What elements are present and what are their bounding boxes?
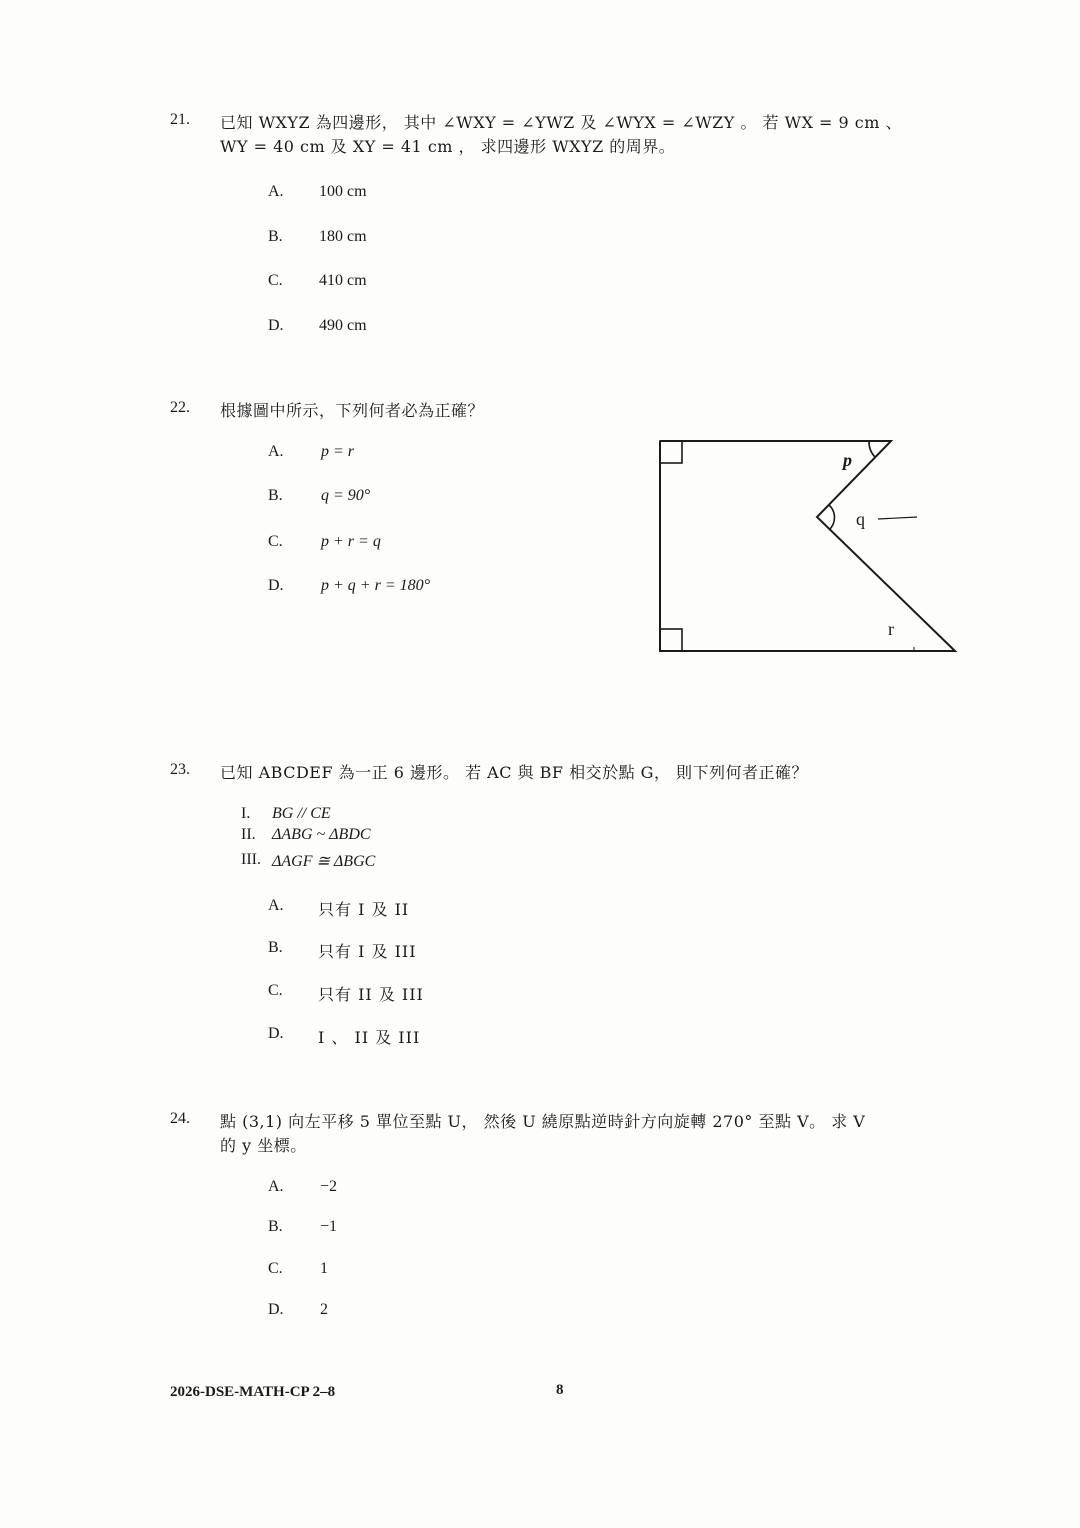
option-letter: A. bbox=[268, 1178, 284, 1195]
question-stem-line2: 的 y 坐標。 bbox=[220, 1136, 307, 1155]
statement-number: III. bbox=[241, 851, 261, 868]
right-angle-mark-top bbox=[660, 441, 682, 463]
option-text: 490 cm bbox=[319, 317, 367, 334]
statement-text: BG // CE bbox=[272, 805, 331, 822]
figure-outline bbox=[660, 441, 955, 651]
statement-number: II. bbox=[241, 826, 256, 843]
angle-arc-p bbox=[869, 441, 875, 457]
option-text: 只有 I 及 II bbox=[318, 900, 410, 919]
question-stem-line2: WY = 40 cm 及 XY = 41 cm ， 求四邊形 WXYZ 的周界。 bbox=[220, 137, 676, 156]
geometry-figure bbox=[640, 425, 980, 670]
option-letter: B. bbox=[268, 487, 283, 504]
option-text: −1 bbox=[320, 1218, 338, 1235]
option-letter: A. bbox=[268, 897, 284, 914]
option-letter: B. bbox=[268, 228, 283, 245]
option-letter: C. bbox=[268, 982, 283, 999]
statement-number: I. bbox=[241, 805, 251, 822]
option-letter: D. bbox=[268, 1025, 284, 1042]
option-text: 只有 II 及 III bbox=[318, 985, 424, 1004]
option-text: −2 bbox=[320, 1178, 338, 1195]
option-text: I 、 II 及 III bbox=[318, 1028, 421, 1047]
option-text: 1 bbox=[320, 1260, 328, 1277]
option-letter: C. bbox=[268, 272, 283, 289]
option-text: 180 cm bbox=[319, 228, 367, 245]
question-stem-line1: 根據圖中所示，下列何者必為正確？ bbox=[220, 401, 485, 420]
option-text: 只有 I 及 III bbox=[318, 942, 417, 961]
option-letter: B. bbox=[268, 1218, 283, 1235]
question-stem-line1: 已知 WXYZ 為四邊形， 其中 ∠WXY = ∠YWZ 及 ∠WYX = ∠WZY 。 若 WX = 9 cm 、 bbox=[220, 113, 903, 132]
question-number: 21. bbox=[170, 111, 190, 128]
question-stem-line1: 已知 ABCDEF 為一正 6 邊形。 若 AC 與 BF 相交於點 G， 則下列何者正確？ bbox=[220, 763, 809, 782]
option-letter: A. bbox=[268, 443, 284, 460]
option-letter: A. bbox=[268, 183, 284, 200]
option-letter: B. bbox=[268, 939, 283, 956]
option-text: 100 cm bbox=[319, 183, 367, 200]
exam-code: 2026-DSE-MATH-CP 2–8 bbox=[170, 1384, 336, 1400]
option-letter: D. bbox=[268, 1301, 284, 1318]
option-text: p + q + r = 180° bbox=[321, 577, 431, 594]
angle-arc-q bbox=[829, 505, 834, 530]
stray-line bbox=[878, 517, 917, 519]
label-q: q bbox=[856, 509, 865, 529]
option-text: 410 cm bbox=[319, 272, 367, 289]
option-text: q = 90° bbox=[321, 487, 371, 504]
page-number: 8 bbox=[556, 1382, 564, 1398]
option-text: 2 bbox=[320, 1301, 328, 1318]
question-number: 23. bbox=[170, 761, 190, 778]
label-p: p bbox=[843, 450, 852, 470]
option-letter: C. bbox=[268, 533, 283, 550]
option-text: p + r = q bbox=[321, 533, 381, 550]
option-letter: D. bbox=[268, 577, 284, 594]
option-letter: C. bbox=[268, 1260, 283, 1277]
question-stem-line1: 點 (3,1) 向左平移 5 單位至點 U， 然後 U 繞原點逆時針方向旋轉 270° 至點 V。 求 V bbox=[220, 1112, 866, 1131]
right-angle-mark-bottom bbox=[660, 629, 682, 651]
option-letter: D. bbox=[268, 317, 284, 334]
question-number: 22. bbox=[170, 399, 190, 416]
statement-text: ΔAGF ≅ ΔBGC bbox=[272, 853, 376, 870]
option-text: p = r bbox=[321, 443, 355, 460]
statement-text: ΔABG ~ ΔBDC bbox=[272, 826, 371, 843]
question-number: 24. bbox=[170, 1110, 190, 1127]
label-r: r bbox=[888, 619, 894, 639]
